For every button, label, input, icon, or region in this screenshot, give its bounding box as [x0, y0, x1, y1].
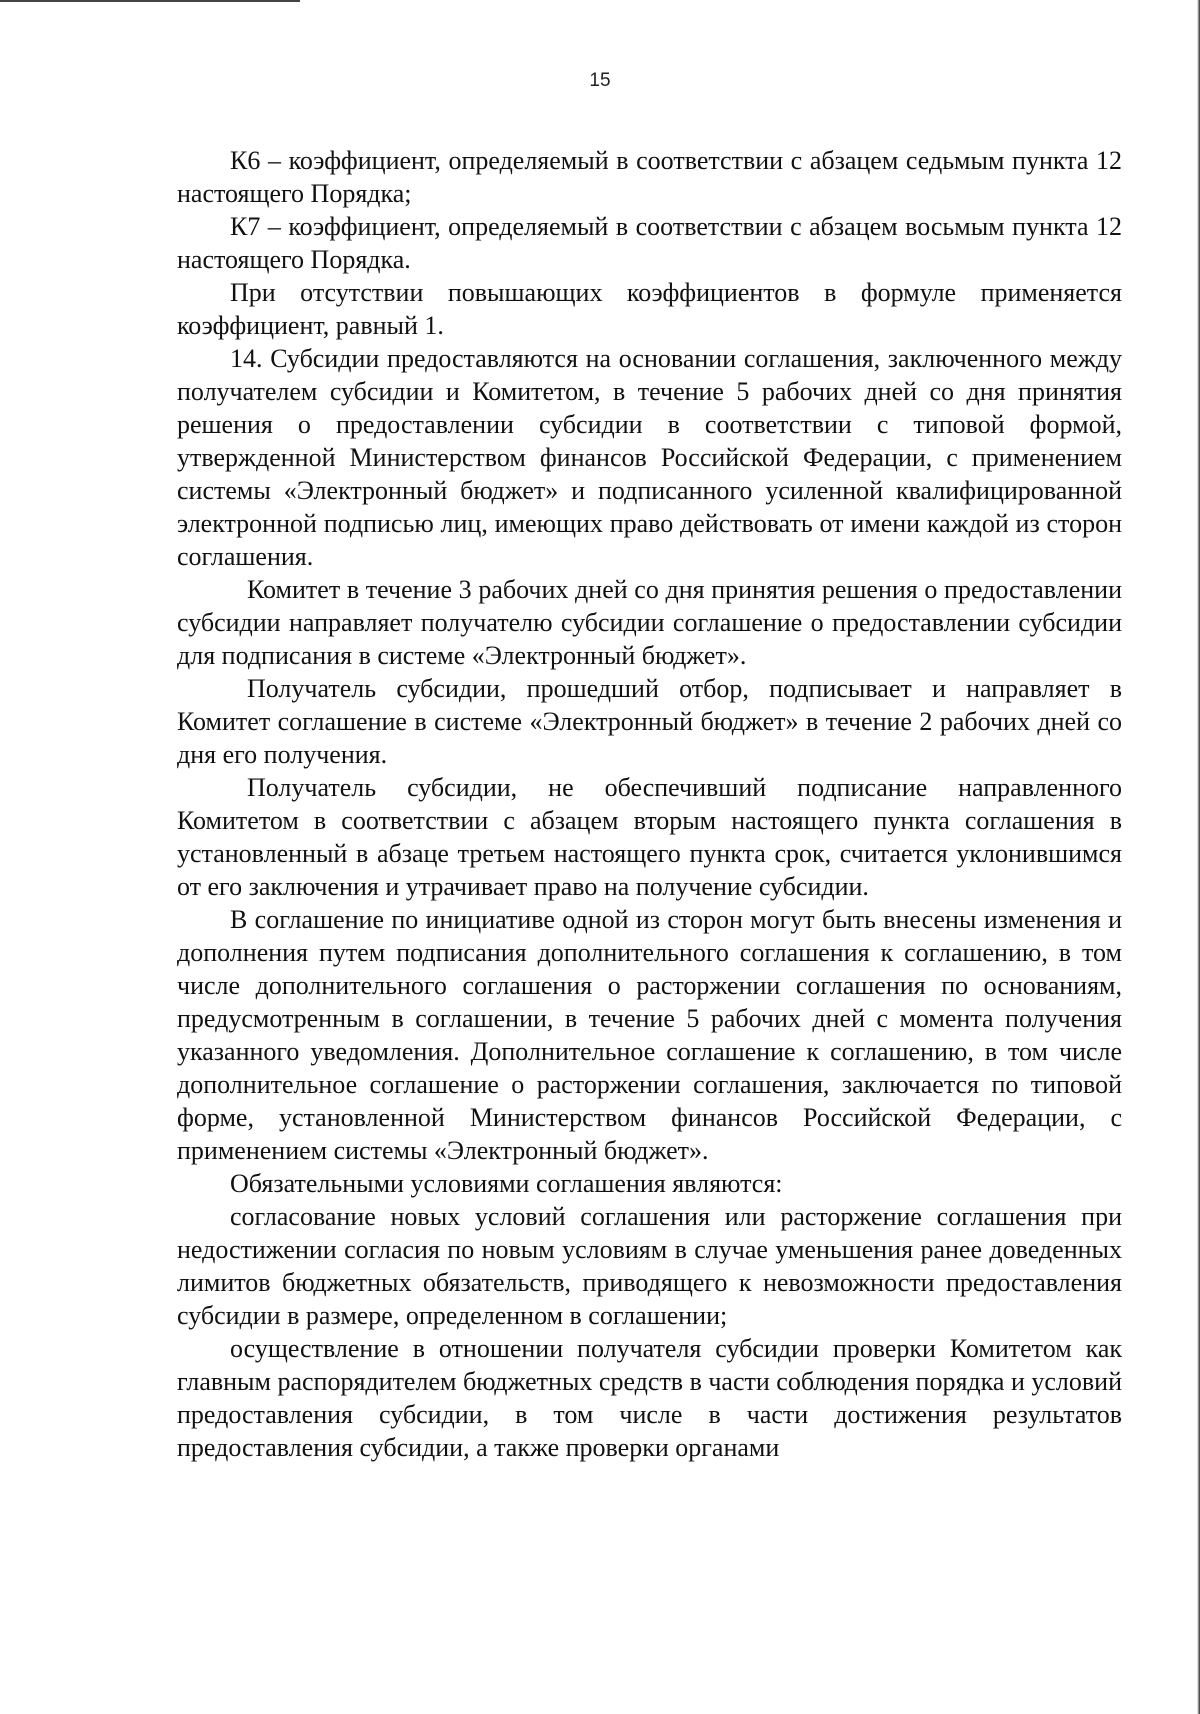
paragraph-committee-sends: Комитет в течение 3 рабочих дней со дня принятия решения о предоставлении субсидии направляет получателю субсидии соглашение о предоставлении субсидии для подписания в системе «Электронный бюджет». — [177, 575, 1122, 670]
paragraph-k7: К7 – коэффициент, определяемый в соответствии с абзацем восьмым пункта 12 настоящего Порядка. — [177, 212, 1122, 274]
paragraph-recipient-refusal: Получатель субсидии, не обеспечивший подписание направленного Комитетом в соответствии с абзацем вторым настоящего пункта соглашения в установленный в абзаце третьем настоящего пункта срок, считается уклонившимся от его заключения и утрачивает право на получение субсидии. — [177, 773, 1122, 901]
paragraph-no-coefficients: При отсутствии повышающих коэффициентов в формуле применяется коэффициент, равный 1. — [177, 278, 1122, 340]
scan-edge-top — [0, 0, 300, 2]
document-body — [177, 144, 1122, 1464]
paragraph-recipient-signs: Получатель субсидии, прошедший отбор, подписывает и направляет в Комитет соглашение в системе «Электронный бюджет» в течение 2 рабочих дней со дня его получения. — [177, 674, 1122, 769]
paragraph-amendments: В соглашение по инициативе одной из сторон могут быть внесены изменения и дополнения путем подписания дополнительного соглашения к соглашению, в том числе дополнительного соглашения о расторжении соглашения по основаниям, предусмотренным в соглашении, в течение 5 рабочих дней с момента получения указанного уведомления. Дополнительное соглашение к соглашению, в том числе дополнительное соглашение о расторжении соглашения, заключается по типовой форме, установленной Министерством финансов Российской Федерации, с применением системы «Электронный бюджет». — [177, 905, 1122, 1165]
paragraph-item-14: 14. Субсидии предоставляются на основании соглашения, заключенного между получателем субсидии и Комитетом, в течение 5 рабочих дней со дня принятия решения о предоставлении субсидии в соответствии с типовой формой, утвержденной Министерством финансов Российской Федерации, с применением системы «Электронный бюджет» и подписанного усиленной квалифицированной электронной подписью лиц, имеющих право действовать от имени каждой из сторон соглашения. — [177, 344, 1122, 571]
paragraph-condition-new-terms: согласование новых условий соглашения или расторжение соглашения при недостижении согласия по новым условиям в случае уменьшения ранее доведенных лимитов бюджетных обязательств, приводящего к невозможности предоставления субсидии в размере, определенном в соглашении; — [177, 1202, 1122, 1330]
page-number: 15 — [589, 70, 611, 91]
paragraph-k6: К6 – коэффициент, определяемый в соответствии с абзацем седьмым пункта 12 настоящего Порядка; — [177, 146, 1122, 208]
paragraph-condition-inspection: осуществление в отношении получателя субсидии проверки Комитетом как главным распорядителем бюджетных средств в части соблюдения порядка и условий предоставления субсидии, в том числе в части достижения результатов предоставления субсидии, а также проверки органами — [177, 1334, 1122, 1462]
paragraph-mandatory-conditions: Обязательными условиями соглашения являются: — [230, 1169, 783, 1198]
